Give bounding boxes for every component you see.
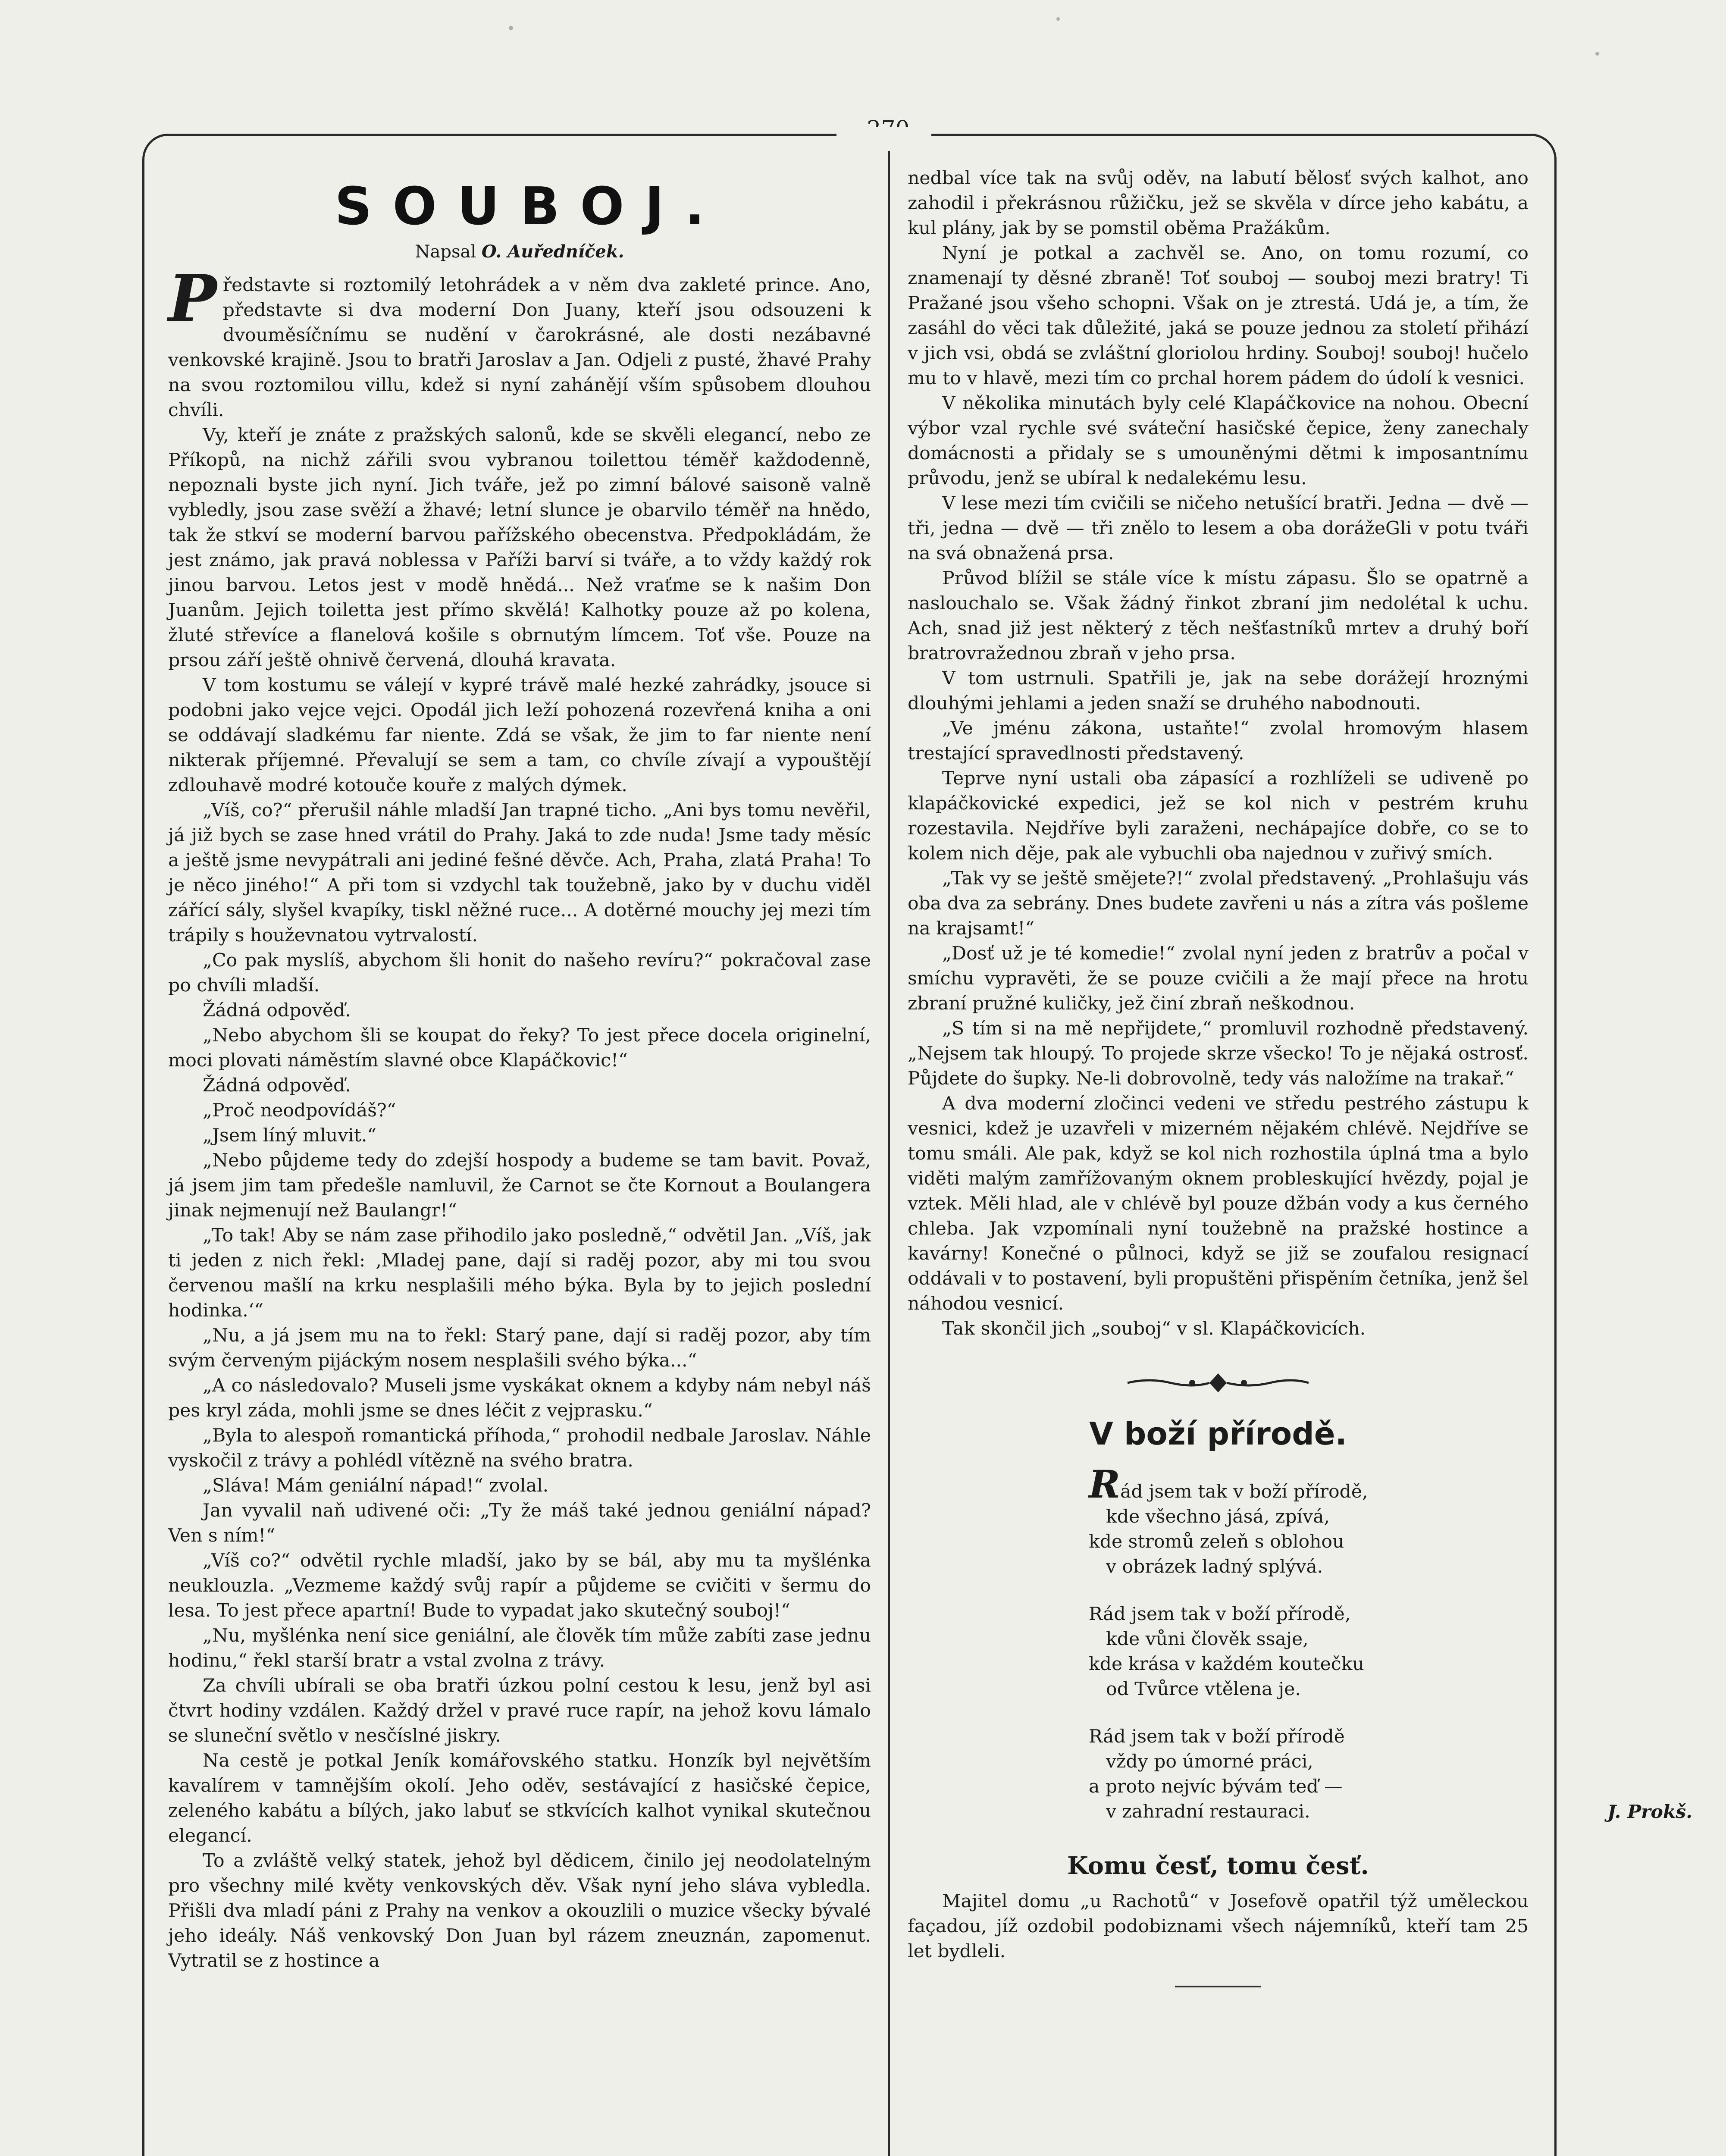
article-left-column [168,175,871,1974]
end-rule [1175,1986,1261,1987]
column-divider [888,151,890,2156]
poem-line: Rád jsem tak v boží přírodě [1089,1726,1345,1747]
article-paragraph: „Nu, myšlénka není sice geniální, ale člověk tím může zabíti zase jednu hodinu,“ řekl starší bratr a vstal zvolna z trávy. [168,1625,871,1671]
poem-line: kde vůni člověk ssaje, [1106,1629,1309,1650]
article-paragraph: V tom kostumu se válejí v kypré trávě malé hezké zahrádky, jsouce si podobni jako vejce vejci. Opodál jich leží pohozená rozevřená kniha a oni se oddávají sladkému far niente. Zdá se však, že jim to far niente není nikterak příjemné. Převalují se sem a tam, co chvíle zívají a vypouštějí zdlouhavě modré kotouče kouře z malých dýmek. [168,675,871,796]
byline-author: O. Auředníček. [481,241,624,262]
poem-line [1089,1462,1529,1507]
article-paragraph: Průvod blížil se stále více k místu zápasu. Šlo se opatrně a naslouchalo se. Však žádný řinkot zbraní jim nedolétal k uchu. Ach, snad již jest některý z těch nešťastníků mrtev a druhý boří bratrovražednou zbraň v jeho prsa. [908,568,1529,664]
poem-initial: R [1089,1462,1121,1507]
article-paragraph: Žádná odpověď. [203,1075,351,1096]
article-paragraph: V lese mezi tím cvičili se ničeho netušící bratři. Jedna — dvě — tři, jedna — dvě — tři znělo to lesem a oba dorážeGli v potu tváři na svá obnažená prsa. [908,493,1529,564]
article-paragraph: Žádná odpověď. [203,1000,351,1021]
poem-line-text: ád jsem tak v boží přírodě, [1120,1481,1368,1502]
article-paragraph: Jan vyvalil naň udivené oči: „Ty že máš také jednou geniální nápad? Ven s ním!“ [168,1500,871,1546]
poem-line: kde krása v každém koutečku [1089,1654,1364,1675]
article-paragraph: „Víš, co?“ přerušil náhle mladší Jan trapné ticho. „Ani bys tomu nevěřil, já již bych se zase hned vrátil do Prahy. Jaká to zde nuda! Jsme tady měsíc a ještě jsme nevypátrali ani jediné fešné děvče. Ach, Praha, zlatá Praha! To je něco jiného!“ A při tom si vzdychl tak toužebně, jako by v duchu viděl zářící sály, slyšel kvapíky, tiskl něžné ruce... A dotěrné mouchy jej mezi tím trápily s houževnatou vytrvalostí. [168,800,871,946]
poem-line: kde všechno jásá, zpívá, [1106,1506,1330,1527]
article-paragraph: „Byla to alespoň romantická příhoda,“ prohodil nedbale Jaroslav. Náhle vyskočil z trávy a pohlédl vítězně na svého bratra. [168,1425,871,1471]
ornament-divider [1123,1370,1313,1396]
poem-line: kde stromů zeleň s oblohou [1089,1531,1344,1552]
article-paragraph: „Nebo abychom šli se koupat do řeky? To jest přece docela originelní, moci plovati náměstím slavné obce Klapáčkovic!“ [168,1025,871,1071]
article-byline [168,239,871,264]
print-speck [509,26,513,30]
article-paragraph: A dva moderní zločinci vedeni ve středu pestrého zástupu k vesnici, kdež je uzavřeli v mizerném nějakém chlévě. Nejdříve se tomu smáli. Ale pak, když se kol nich rozhostila úplná tma a bylo viděti malým zamřížovaným oknem probleskující hvězdy, pojal je vztek. Měli hlad, ale v chlévě byl pouze džbán vody a kus černého chleba. Jak vzpomínali nyní toužebně na pražské hostince a kavárny! Konečné o půlnoci, když se již se zoufalou resignací oddávali v to postavení, byli propuštěni přispěním četníka, jenž šel náhodou vesnicí. [908,1093,1529,1314]
print-speck [1595,52,1599,56]
poem-stanza [908,1462,1529,1579]
article-paragraph: „To tak! Aby se nám zase přihodilo jako posledně,“ odvětil Jan. „Víš, jak ti jeden z nich řekl: ‚Mladej pane, dají si raděj pozor, aby mi tou svou červenou mašlí na krku nesplašili mého býka. Byla by to jejich poslední hodinka.‘“ [168,1225,871,1321]
article-paragraph: „Víš co?“ odvětil rychle mladší, jako by se bál, aby mu ta myšlénka neuklouzla. „Vezmeme každý svůj rapír a půjdeme se cvičiti v šermu do lesa. To jest přece apartní! Bude to vypadat jako skutečný souboj!“ [168,1550,871,1621]
article-paragraph: „Co pak myslíš, abychom šli honit do našeho revíru?“ pokračoval zase po chvíli mladší. [168,950,871,996]
poem-line: vždy po úmorné práci, [1106,1751,1313,1772]
article-paragraph: „Dosť už je té komedie!“ zvolal nyní jeden z bratrův a počal v smíchu vypravěti, že se pouze cvičili a že mají přece na hrotu zbraní pružné kuličky, jež činí zbraň neškodnou. [908,943,1529,1014]
poem-author: J. Prokš. [1607,1801,1692,1823]
first-paragraph [168,261,871,423]
article-paragraph: „A co následovalo? Museli jsme vyskákat oknem a kdyby nám nebyl náš pes kryl záda, mohli jsme se dnes léčit z vejprasku.“ [168,1375,871,1421]
article-paragraph: „Proč neodpovídáš?“ [203,1100,396,1121]
article-paragraph: Na cestě je potkal Jeník komářovského statku. Honzík byl největším kavalírem v tamnějším okolí. Jeho oděv, sestávající z hasičské čepice, zeleného kabátu a bílých, jako labuť se stkvících kalhot vynikal skutečnou elegancí. [168,1750,871,1846]
poem-stanza [908,1724,1692,1824]
article-paragraph: „Ve jménu zákona, ustaňte!“ zvolal hromovým hlasem trestající spravedlnosti představený. [908,718,1529,764]
article-paragraph: V několika minutách byly celé Klapáčkovice na nohou. Obecní výbor vzal rychle své sváteční hasičské čepice, ženy zanechaly domácnosti a přidaly se s umouněnými dětmi k imposantnímu průvodu, jenž se ubíral k nedalekému lesu. [908,393,1529,489]
poem-title: V boží přírodě. [1089,1416,1347,1452]
article-paragraph: „Nebo půjdeme tedy do zdejší hospody a budeme se tam bavit. Považ, já jsem jim tam předešle namluvil, že Carnot se čte Kornout a Boulangera jinak nejmenují než Baulangr!“ [168,1150,871,1221]
poem-line: od Tvůrce vtělena je. [1106,1679,1301,1700]
article-title: SOUBOJ. [335,177,725,237]
article-paragraph: „Sláva! Mám geniální nápad!“ zvolal. [203,1475,549,1496]
poem-stanza [908,1602,1529,1702]
article-paragraph: „Nu, a já jsem mu na to řekl: Starý pane, dají si raděj pozor, aby tím svým červeným pijáckým nosem nesplašili svého býka...“ [168,1325,871,1371]
article-paragraph: Za chvíli ubírali se oba bratři úzkou polní cestou k lesu, jenž byl asi čtvrt hodiny vzdálen. Každý držel v pravé ruce rapír, na jehož kovu lámalo se sluneční světlo v nesčíslné jiskry. [168,1675,871,1746]
poem-line-text: v zahradní restauraci. [1106,1801,1310,1822]
first-paragraph-text: ředstavte si roztomilý letohrádek a v něm dva zakleté prince. Ano, představte si dva moderní Don Juany, kteří jsou odsouzeni k dvouměsíčnímu se nudění v čarokrásné, ale dosti nezábavné venkovské krajině. Jsou to bratři Jaroslav a Jan. Odjeli z pusté, žhavé Prahy na svou roztomilou villu, kdež si nyní zahánějí vším spůsobem dlouhou chvíli. [168,275,871,421]
note-title: Komu česť, tomu česť. [1067,1852,1369,1880]
article-paragraph: To a zvláště velký statek, jehož byl dědicem, činilo jej neodolatelným pro všechny milé květy venkovských děv. Však nyní jeho sláva vybledla. Přišli dva mladí páni z Prahy na venkov a okouzlili o muzice všecky bývalé jeho ideály. Náš venkovský Don Juan byl rázem zneuznán, zapomenut. Vytratil se z hostince a [168,1850,871,1971]
poem-line: a proto nejvíc bývám teď — [1089,1776,1343,1797]
poem-line: Rád jsem tak v boží přírodě, [1089,1604,1351,1625]
article-paragraph: Nyní je potkal a zachvěl se. Ano, on tomu rozumí, co znamenají ty děsné zbraně! Toť souboj — souboj mezi bratry! Ti Pražané jsou všeho schopni. Však on je ztrestá. Udá je, a tím, že zasáhl do věci tak důležité, jaká se pouze jednou za století přihází v jich vsi, obdá se zvláštní gloriolou hrdiny. Souboj! souboj! hučelo mu to v hlavě, mezi tím co prchal horem pádem do údolí k vesnici. [908,243,1529,389]
frame-gap [836,127,931,142]
article-paragraph: Vy, kteří je znáte z pražských salonů, kde se skvěli elegancí, nebo ze Příkopů, na nichž zářili svou vybranou toilettou téměř každodenně, nepoznali byste jich nyní. Jich tváře, jež po zimní bálové saisoně valně vybledly, jsou zase svěží a žhavé; letní slunce je obarvilo téměř na hnědo, tak že stkví se moderní barvou pařížského obecenstva. Předpokládám, že jest známo, jak pravá noblessa v Paříži barví si tváře, a to vždy každý rok jinou barvou. Letos jest v modě hnědá... Než vraťme se k našim Don Juanům. Jejich toiletta jest přímo skvělá! Kalhotky pouze až po kolena, žluté střevíce a flanelová košile s obrnutým límcem. Toť vše. Pouze na prsou září ještě ohnivě červená, dlouhá kravata. [168,425,871,671]
article-paragraph: „S tím si na mě nepřijdete,“ promluvil rozhodně představený. „Nejsem tak hloupý. To projede skrze všecko! To je nějaká ostrosť. Půjdete do šupky. Ne-li dobrovolně, tedy vás naložíme na trakař.“ [908,1018,1529,1089]
article-paragraph: Tak skončil jich „souboj“ v sl. Klapáčkovicích. [942,1318,1366,1339]
dropcap-letter: P [168,261,217,337]
article-paragraph: „Tak vy se ještě smějete?!“ zvolal představený. „Prohlašuju vás oba dva za sebrány. Dnes budete zavřeni u nás a zítra vás pošleme na krajsamt!“ [908,868,1529,939]
article-paragraph: V tom ustrnuli. Spatřili je, jak na sebe dorážejí hroznými dlouhými jehlami a jeden snaží se druhého nabodnouti. [908,668,1529,714]
byline-prefix: Napsal [415,242,476,262]
print-speck [1056,17,1060,21]
poem-line [1089,1799,1692,1824]
article-paragraph: nedbal více tak na svůj oděv, na labutí bělosť svých kalhot, ano zahodil i překrásnou růžičku, jež se skvěla v dírce jeho kabátu, a kul plány, jak by se pomstil oběma Pražákům. [908,168,1529,239]
note-text: Majitel domu „u Rachotů“ v Josefově opatřil týž uměleckou façadou, jíž ozdobil podobiznami všech nájemníků, kteří tam 25 let bydleli. [908,1891,1529,1962]
article-right-column [908,166,1692,1987]
article-paragraph: „Jsem líný mluvit.“ [203,1125,377,1146]
poem-line: v obrázek ladný splývá. [1106,1556,1323,1577]
article-paragraph: Teprve nyní ustali oba zápasící a rozhlíželi se udiveně po klapáčkovické expedici, jež se kol nich v pestrém kruhu rozestavila. Nejdříve byli zaraženi, nechápajíce dobře, co se to kolem nich děje, pak ale vybuchli oba najednou v zuřivý smích. [908,768,1529,864]
